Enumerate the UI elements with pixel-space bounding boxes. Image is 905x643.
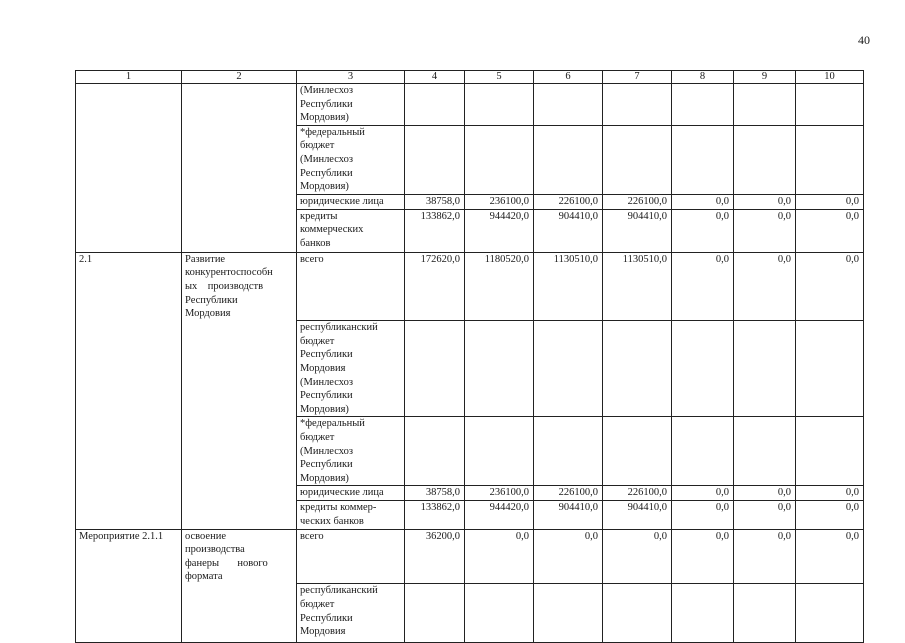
measure-name-cell	[182, 501, 297, 529]
measure-name-cell	[182, 417, 297, 486]
funding-source-cell: *федеральный бюджет (Минлесхоз Республики Мордовия)	[297, 417, 405, 486]
funding-source-cell: всего	[297, 529, 405, 584]
value-cell: 1180520,0	[465, 252, 534, 320]
value-cell: 0,0	[734, 252, 796, 320]
value-cell: 133862,0	[405, 501, 465, 529]
funding-source-cell: всего	[297, 252, 405, 320]
value-cell	[672, 584, 734, 643]
value-cell: 0,0	[672, 194, 734, 209]
table-row	[76, 321, 864, 417]
value-cell	[603, 321, 672, 417]
row-number-cell	[76, 321, 182, 417]
value-cell	[796, 84, 864, 126]
value-cell	[796, 321, 864, 417]
measure-name-cell: освоение производства фанеры нового формата	[182, 529, 297, 584]
value-cell: 0,0	[603, 529, 672, 584]
value-cell: 0,0	[672, 209, 734, 252]
value-cell: 236100,0	[465, 194, 534, 209]
value-cell	[534, 321, 603, 417]
row-number-cell	[76, 194, 182, 209]
value-cell	[405, 417, 465, 486]
column-number: 3	[297, 71, 405, 84]
value-cell: 236100,0	[465, 486, 534, 501]
table-row	[76, 529, 864, 584]
column-number: 6	[534, 71, 603, 84]
measure-name-cell	[182, 486, 297, 501]
value-cell: 0,0	[734, 486, 796, 501]
value-cell: 133862,0	[405, 209, 465, 252]
funding-source-cell: (Минлесхоз Республики Мордовия)	[297, 84, 405, 126]
column-number: 4	[405, 71, 465, 84]
value-cell	[796, 417, 864, 486]
value-cell	[734, 584, 796, 643]
table-row	[76, 125, 864, 194]
value-cell	[672, 125, 734, 194]
value-cell	[465, 584, 534, 643]
funding-source-cell: республиканский бюджет Республики Мордовия	[297, 584, 405, 643]
value-cell: 172620,0	[405, 252, 465, 320]
column-number: 5	[465, 71, 534, 84]
value-cell: 0,0	[734, 194, 796, 209]
measure-name-cell	[182, 125, 297, 194]
column-number-row	[76, 71, 864, 84]
measure-name-cell	[182, 209, 297, 252]
row-number-cell	[76, 501, 182, 529]
table-row	[76, 501, 864, 529]
value-cell: 36200,0	[405, 529, 465, 584]
value-cell: 226100,0	[534, 194, 603, 209]
value-cell	[534, 584, 603, 643]
value-cell	[796, 584, 864, 643]
value-cell: 944420,0	[465, 501, 534, 529]
value-cell: 0,0	[796, 194, 864, 209]
measure-name-cell	[182, 321, 297, 417]
row-number-cell	[76, 84, 182, 126]
value-cell: 0,0	[672, 501, 734, 529]
value-cell: 904410,0	[603, 501, 672, 529]
funding-source-cell: кредиты коммерческих банков	[297, 209, 405, 252]
row-number-cell: 2.1	[76, 252, 182, 320]
column-number: 10	[796, 71, 864, 84]
measure-name-cell	[182, 584, 297, 643]
measure-name-cell	[182, 194, 297, 209]
value-cell: 0,0	[672, 252, 734, 320]
value-cell: 0,0	[734, 209, 796, 252]
measure-name-cell: Развитие конкурентоспособн ых производств Республики Мордовия	[182, 252, 297, 320]
column-number: 2	[182, 71, 297, 84]
funding-source-cell: республиканский бюджет Республики Мордовия (Минлесхоз Республики Мордовия)	[297, 321, 405, 417]
value-cell: 904410,0	[534, 501, 603, 529]
value-cell: 0,0	[465, 529, 534, 584]
value-cell	[534, 125, 603, 194]
value-cell: 38758,0	[405, 486, 465, 501]
measure-name-cell	[182, 84, 297, 126]
funding-source-cell: юридические лица	[297, 486, 405, 501]
table-row	[76, 252, 864, 320]
column-number: 1	[76, 71, 182, 84]
row-number-cell	[76, 125, 182, 194]
table-row	[76, 84, 864, 126]
value-cell: 0,0	[734, 501, 796, 529]
value-cell	[603, 125, 672, 194]
table-row	[76, 584, 864, 643]
value-cell: 944420,0	[465, 209, 534, 252]
value-cell	[405, 584, 465, 643]
value-cell	[465, 125, 534, 194]
value-cell: 0,0	[796, 486, 864, 501]
page-number: 40	[858, 33, 870, 47]
value-cell: 226100,0	[534, 486, 603, 501]
value-cell: 904410,0	[603, 209, 672, 252]
value-cell: 0,0	[672, 529, 734, 584]
value-cell	[405, 321, 465, 417]
value-cell: 0,0	[534, 529, 603, 584]
row-number-cell	[76, 417, 182, 486]
value-cell	[734, 84, 796, 126]
value-cell	[603, 417, 672, 486]
budget-table	[75, 70, 864, 643]
row-number-cell	[76, 486, 182, 501]
value-cell	[672, 84, 734, 126]
column-number: 9	[734, 71, 796, 84]
value-cell: 0,0	[796, 529, 864, 584]
value-cell	[405, 84, 465, 126]
value-cell	[465, 321, 534, 417]
value-cell	[603, 84, 672, 126]
funding-source-cell: юридические лица	[297, 194, 405, 209]
value-cell: 0,0	[796, 252, 864, 320]
value-cell: 0,0	[734, 529, 796, 584]
value-cell: 0,0	[796, 501, 864, 529]
funding-source-cell: *федеральный бюджет (Минлесхоз Республики Мордовия)	[297, 125, 405, 194]
value-cell: 0,0	[672, 486, 734, 501]
value-cell: 38758,0	[405, 194, 465, 209]
value-cell	[603, 584, 672, 643]
value-cell	[734, 417, 796, 486]
value-cell: 904410,0	[534, 209, 603, 252]
value-cell	[405, 125, 465, 194]
value-cell	[465, 417, 534, 486]
value-cell	[534, 84, 603, 126]
table-row	[76, 209, 864, 252]
value-cell: 0,0	[796, 209, 864, 252]
column-number: 7	[603, 71, 672, 84]
value-cell	[672, 321, 734, 417]
value-cell: 226100,0	[603, 194, 672, 209]
value-cell: 1130510,0	[534, 252, 603, 320]
table-row	[76, 194, 864, 209]
row-number-cell	[76, 209, 182, 252]
value-cell: 226100,0	[603, 486, 672, 501]
table-row	[76, 417, 864, 486]
value-cell	[672, 417, 734, 486]
column-number: 8	[672, 71, 734, 84]
value-cell	[534, 417, 603, 486]
value-cell: 1130510,0	[603, 252, 672, 320]
row-number-cell: Мероприятие 2.1.1	[76, 529, 182, 584]
value-cell	[796, 125, 864, 194]
value-cell	[734, 321, 796, 417]
row-number-cell	[76, 584, 182, 643]
funding-source-cell: кредиты коммер- ческих банков	[297, 501, 405, 529]
table-row	[76, 486, 864, 501]
value-cell	[734, 125, 796, 194]
value-cell	[465, 84, 534, 126]
